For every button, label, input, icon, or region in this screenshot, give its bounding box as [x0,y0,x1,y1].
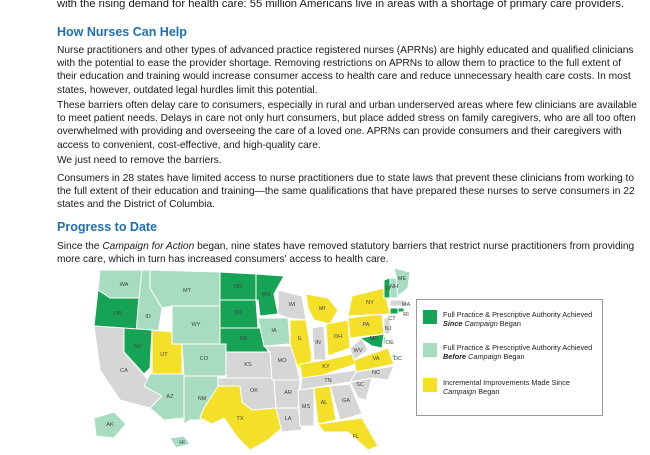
paragraph-consumers-28-states: Consumers in 28 states have limited access to nurse practitioners due to state laws that prevent these clinicians from working to the full extent of their education and training—the same qualifications that have prepared these nurses to serve consumers in 22 states and the District of Columbia. [57,173,635,211]
state-fl [318,418,378,450]
state-label-me: ME [397,276,407,282]
state-label-oh: OH [333,334,343,340]
state-label-nv: NV [134,344,142,350]
legend-label-since: Full Practice & Prescriptive Authority Achieved Since Campaign Began [443,310,593,329]
state-label-nd: ND [233,284,243,290]
state-label-wy: WY [191,322,201,328]
paragraph-remove-barriers: We just need to remove the barriers. [57,155,222,166]
legend-swatch-incremental [423,378,437,392]
legend-item-since [423,310,593,328]
state-label-nc: NC [371,370,381,376]
state-label-de: DE [386,340,394,346]
progress-text-post: began, nine states have removed statutory barriers that restrict nurse practitioners from providing more care, which in turn has increased consumers' access to health care. [57,241,635,266]
state-label-ak: AK [106,422,114,428]
state-label-al: AL [320,400,328,406]
state-label-co: CO [199,356,209,362]
state-ct [390,308,398,314]
state-label-dc: DC [393,356,403,362]
state-label-vt: VT [384,286,392,292]
us-state-map [92,268,417,450]
state-label-nm: NM [197,396,207,402]
state-label-ok: OK [249,388,259,394]
legend-swatch-before [423,343,437,357]
state-label-tn: TN [324,378,332,384]
map-legend [416,299,603,416]
legend-label-incremental: Incremental Improvements Made Since Campaign Began [443,378,570,397]
state-label-il: IL [297,336,303,342]
state-label-wi: WI [288,302,296,308]
state-label-pa: PA [362,322,370,328]
state-label-mi: MI [318,306,326,312]
state-label-ma: MA [401,302,411,308]
state-label-az: AZ [166,394,174,400]
section-heading-how-nurses: How Nurses Can Help [57,25,187,39]
state-label-va: VA [372,356,380,362]
state-label-nh: NH [389,284,399,290]
state-label-ms: MS [301,404,311,410]
state-label-wa: WA [119,282,129,288]
state-label-sc: SC [356,382,364,388]
state-label-la: LA [284,416,292,422]
state-label-hi: HI [179,440,185,446]
campaign-name: Campaign for Action [102,241,195,252]
legend-item-incremental [423,378,593,396]
state-label-mo: MO [277,358,287,364]
state-label-ky: KY [322,364,330,370]
state-label-ia: IA [271,328,277,334]
state-label-ct: CT [388,316,396,322]
progress-text-pre: Since the [57,241,103,252]
state-label-in: IN [315,340,321,346]
state-label-ca: CA [120,368,128,374]
state-label-md: MD [369,336,379,342]
state-label-mn: MN [261,292,271,298]
state-label-ne: NE [240,336,248,342]
lead-paragraph: with the rising demand for health care: 55 million Americans live in areas with a shortage of primary care providers. [57,0,625,10]
state-label-ga: GA [341,398,351,404]
state-label-ks: KS [244,362,252,368]
state-label-wv: WV [353,348,363,354]
state-label-sd: SD [234,310,242,316]
us-map-svg [92,268,417,450]
state-label-ri: RI [403,312,409,318]
state-label-ny: NY [366,300,374,306]
paragraph-barriers: These barriers often delay care to consumers, especially in rural and urban underserved areas where few clinicians are available to meet patient needs. Delays in care not only hurt consumers, but place added stress on family caregivers, who are all too often overwhelmed with providing and overseeing the care of a loved one. APRNs can provide consumers and their caregivers with access to convenient, cost-effective, and high-quality care. [57,100,637,151]
state-label-ut: UT [160,352,168,358]
state-label-or: OR [113,311,123,317]
paragraph-aprn-intro: Nurse practitioners and other types of advanced practice registered nurses (APRNs) are highly educated and qualified clinicians with the potential to ease the provider shortage. Removing restrictions on APRNs to allow them to practice to the full extent of their education and training would increase consumer access to health care and reduce unnecessary health care costs. In most states, however, outdated legal hurdles limit this potential. [57,45,634,96]
legend-item-before [423,343,593,361]
legend-swatch-since [423,310,437,324]
state-label-nj: NJ [384,326,392,332]
state-label-fl: FL [352,434,360,440]
legend-label-before: Full Practice & Prescriptive Authority Achieved Before Campaign Began [443,343,593,362]
state-label-ar: AR [284,390,292,396]
state-label-mt: MT [182,288,192,294]
section-heading-progress: Progress to Date [57,220,158,234]
state-label-id: ID [145,314,151,320]
state-label-tx: TX [236,416,244,422]
paragraph-progress [57,240,642,266]
